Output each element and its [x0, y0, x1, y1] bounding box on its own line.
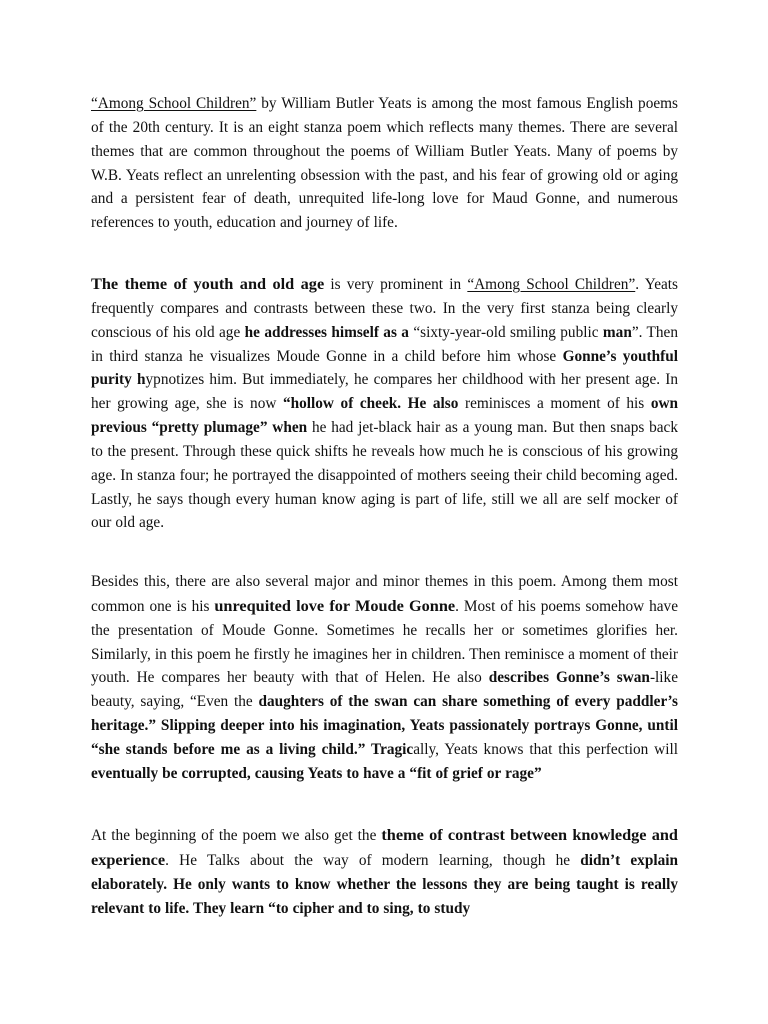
text-run: Besides this, there are also several major and minor themes in this poem. Among them most common one is his: [91, 573, 678, 615]
paragraph-introduction: [91, 92, 678, 235]
bold-run: didn’t explain elaborately. He only wants to know whether the lessons they are being taught is really relevant to life. They learn “to cipher and to sing, to study: [91, 851, 678, 917]
theme-heading-love: unrequited love for Moude Gonne: [214, 595, 456, 615]
text-run: ”. Then in third stanza he visualizes Moude Gonne in a child before him whose: [91, 323, 678, 365]
bold-run: man: [602, 323, 632, 341]
text-run: At the beginning of the poem we also get the: [91, 827, 382, 844]
text-run: ally, Yeats knows that this perfection will: [413, 740, 678, 758]
text-run: ypnotizes him. But immediately, he compares her childhood with her present age. In her growing age, she is now: [91, 371, 678, 413]
text-run: . Yeats frequently compares and contrasts between these two. In the very first stanza being clearly conscious of his old age: [91, 276, 679, 341]
text-run: reminisces a moment of his: [458, 395, 651, 413]
paragraph-knowledge-experience: [91, 823, 678, 920]
intro-text: by William Butler Yeats is among the most famous English poems of the 20th century. It is an eight stanza poem which reflects many themes. There are several themes that are common throughout the poems of William Butler Yeats. Many of poems by W.B. Yeats reflect an unrelenting obsession with the past, and his fear of growing old or aging and a persistent fear of death, unrequited life-long love for Maud Gonne, and numerous references to youth, education and journey of life.: [91, 95, 678, 232]
bold-run: daughters of the swan can share something of every paddler’s heritage.” Slipping deeper into his imagination, Yeats passionately portrays Gonne, until “she stands before me as a living child.” Tragic: [91, 693, 678, 758]
bold-run: own previous “pretty plumage” when: [91, 395, 679, 437]
bold-run: he addresses himself as a: [244, 323, 409, 341]
paragraph-youth-and-old-age: [91, 272, 678, 535]
text-run: he had jet-black hair as a young man. But then snaps back to the present. Through these quick shifts he reveals how much he is conscious of his growing age. In stanza four; he portrayed the disappointed of mothers seeing their child becoming aged. Lastly, he says though every human know aging is part of life, still we all are self mocker of our old age.: [91, 419, 678, 532]
poem-title-link: “Among School Children”: [91, 95, 257, 112]
theme-heading-knowledge: theme of contrast between knowledge and experience: [91, 825, 678, 869]
text-run: . Most of his poems somehow have the presentation of Moude Gonne. Sometimes he recalls her or sometimes glorifies her. Similarly, in this poem he firstly he imagines her in children. Then reminisce a moment of their youth. He compares her beauty with that of Helen. He also: [91, 597, 678, 687]
poem-title-link: “Among School Children”: [467, 276, 636, 293]
text-run: is very prominent in: [324, 276, 468, 293]
bold-run: describes Gonne’s swan: [488, 669, 650, 687]
bold-run: “hollow of cheek. He also: [282, 395, 459, 413]
paragraph-unrequited-love: [91, 570, 678, 786]
bold-run: eventually be corrupted, causing Yeats to have a “fit of grief or rage”: [91, 764, 542, 782]
theme-heading-youth: The theme of youth and old age: [91, 274, 325, 293]
text-run: -like beauty, saying, “Even the: [91, 669, 678, 711]
text-run: . He Talks about the way of modern learning, though he: [165, 851, 581, 869]
text-run: “sixty-year-old smiling public: [408, 323, 603, 341]
bold-run: Gonne’s youthful purity h: [91, 347, 678, 389]
